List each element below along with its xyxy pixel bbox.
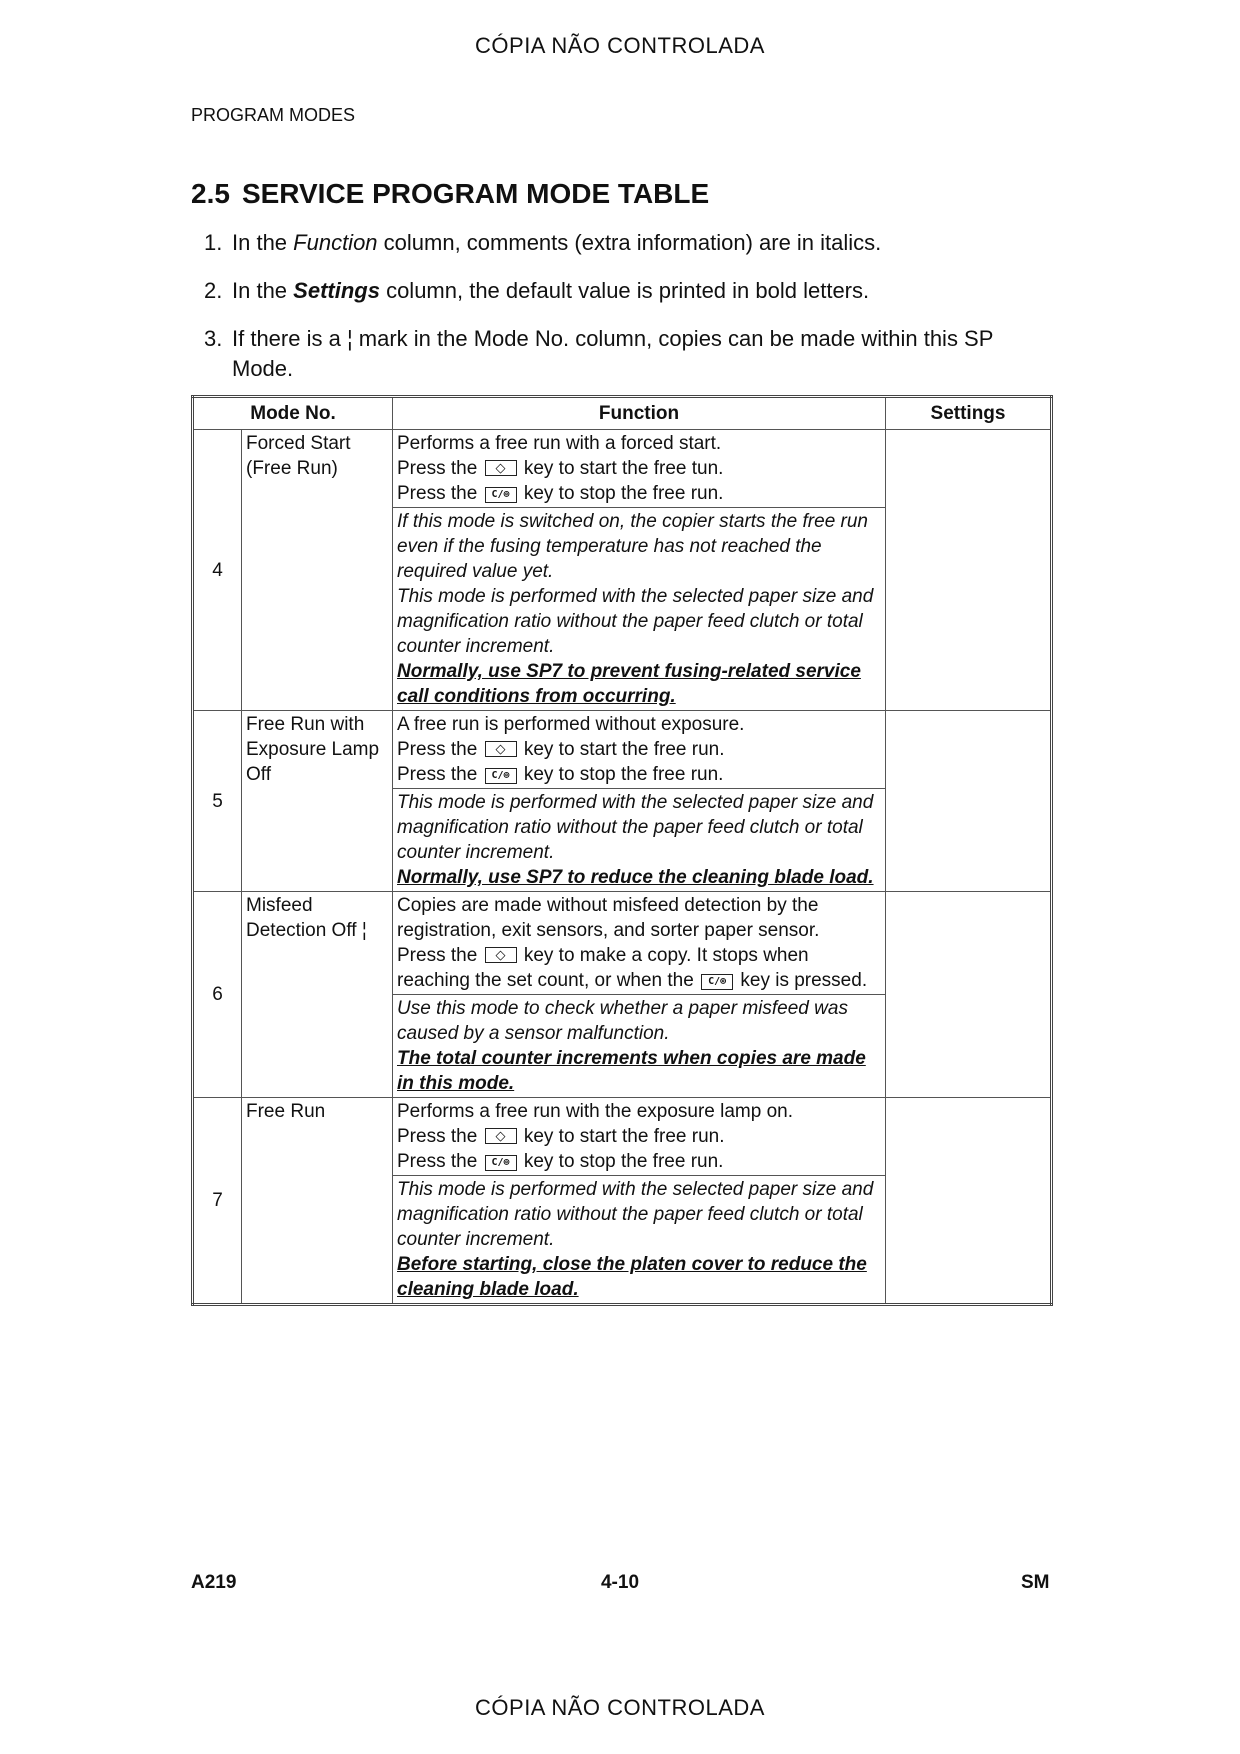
footer-model-code: A219: [191, 1572, 237, 1593]
note-text: In the Function column, comments (extra information) are in italics.: [232, 230, 882, 255]
footer-page-number: 4-10: [600, 1572, 640, 1593]
table-row: [193, 711, 1052, 789]
function-comment-cell: [393, 789, 886, 892]
note-number: 2.: [204, 278, 223, 303]
function-cell: A free run is performed without exposure. Press the ◇ key to start the free run. Press the C/⊚ key to stop the free run.: [393, 711, 886, 789]
function-comment: This mode is performed with the selected paper size and magnification ratio without the paper feed clutch or total counter increment.: [397, 1179, 874, 1250]
section-number: 2.5: [191, 178, 230, 209]
clear-stop-key-icon: C/⊚: [485, 487, 517, 503]
header-settings: Settings: [886, 397, 1052, 430]
function-comment: If this mode is switched on, the copier starts the free run even if the fusing temperature has not reached the required value yet. This mode is performed with the selected paper size and magnification ratio without the paper feed clutch or total counter increment.: [397, 511, 874, 657]
mode-name: Misfeed Detection Off ¦: [242, 892, 393, 1098]
note-text: If there is a ¦ mark in the Mode No. column, copies can be made within this SP Mode.: [232, 326, 994, 381]
table-row: [193, 1098, 1052, 1176]
section-title: [191, 178, 709, 210]
footer-manual-type: SM: [1021, 1572, 1050, 1593]
function-keyword: Function: [293, 230, 378, 255]
function-comment-cell: [393, 995, 886, 1098]
note-text: In the Settings column, the default value is printed in bold letters.: [232, 278, 870, 303]
function-warning: Before starting, close the platen cover to reduce the cleaning blade load.: [397, 1254, 867, 1300]
clear-stop-key-icon: C/⊚: [701, 974, 733, 990]
function-cell: Performs a free run with a forced start. Press the ◇ key to start the free tun. Press the C/⊚ key to stop the free run.: [393, 430, 886, 508]
settings-cell: [886, 1098, 1052, 1305]
function-comment-cell: [393, 508, 886, 711]
mode-number: 6: [193, 892, 242, 1098]
table-row: [193, 892, 1052, 995]
function-warning: Normally, use SP7 to reduce the cleaning blade load.: [397, 867, 874, 888]
mode-name: Free Run with Exposure Lamp Off: [242, 711, 393, 892]
function-warning: The total counter increments when copies are made in this mode.: [397, 1048, 866, 1094]
mode-number: 4: [193, 430, 242, 711]
settings-keyword: Settings: [293, 278, 380, 303]
start-key-icon: [485, 947, 517, 963]
settings-cell: [886, 430, 1052, 711]
settings-cell: [886, 892, 1052, 1098]
note-number: 1.: [204, 230, 223, 255]
settings-cell: [886, 711, 1052, 892]
mode-name: Free Run: [242, 1098, 393, 1305]
function-comment-cell: [393, 1176, 886, 1305]
mode-number: 5: [193, 711, 242, 892]
function-cell: Performs a free run with the exposure lamp on. Press the ◇ key to start the free run. Press the C/⊚ key to stop the free run.: [393, 1098, 886, 1176]
function-warning: Normally, use SP7 to prevent fusing-related service call conditions from occurring.: [397, 661, 861, 707]
header-mode-no: Mode No.: [193, 397, 393, 430]
notes-list: [204, 228, 1044, 402]
section-title-text: SERVICE PROGRAM MODE TABLE: [241, 178, 710, 209]
start-key-icon: [485, 460, 517, 476]
table-row: [193, 430, 1052, 508]
note-2: [204, 276, 1044, 306]
function-comment: This mode is performed with the selected paper size and magnification ratio without the paper feed clutch or total counter increment.: [397, 792, 874, 863]
start-key-icon: [485, 741, 517, 757]
function-cell: Copies are made without misfeed detection by the registration, exit sensors, and sorter paper sensor. Press the ◇ key to make a copy. It stops when reaching the set count, or when the C/⊚ key is pressed.: [393, 892, 886, 995]
clear-stop-key-icon: C/⊚: [485, 1155, 517, 1171]
start-key-icon: [485, 1128, 517, 1144]
watermark-bottom: CÓPIA NÃO CONTROLADA: [475, 1695, 765, 1720]
watermark-top: CÓPIA NÃO CONTROLADA: [475, 33, 765, 58]
sp-mode-table: [191, 395, 1053, 1306]
running-head: PROGRAM MODES: [191, 105, 356, 125]
note-1: [204, 228, 1044, 258]
mode-name: Forced Start (Free Run): [242, 430, 393, 711]
note-number: 3.: [204, 326, 223, 351]
mode-number: 7: [193, 1098, 242, 1305]
table-header-row: [193, 397, 1052, 430]
clear-stop-key-icon: C/⊚: [485, 768, 517, 784]
note-3: [204, 324, 1044, 384]
function-comment: Use this mode to check whether a paper misfeed was caused by a sensor malfunction.: [397, 998, 848, 1044]
header-function: Function: [393, 397, 886, 430]
